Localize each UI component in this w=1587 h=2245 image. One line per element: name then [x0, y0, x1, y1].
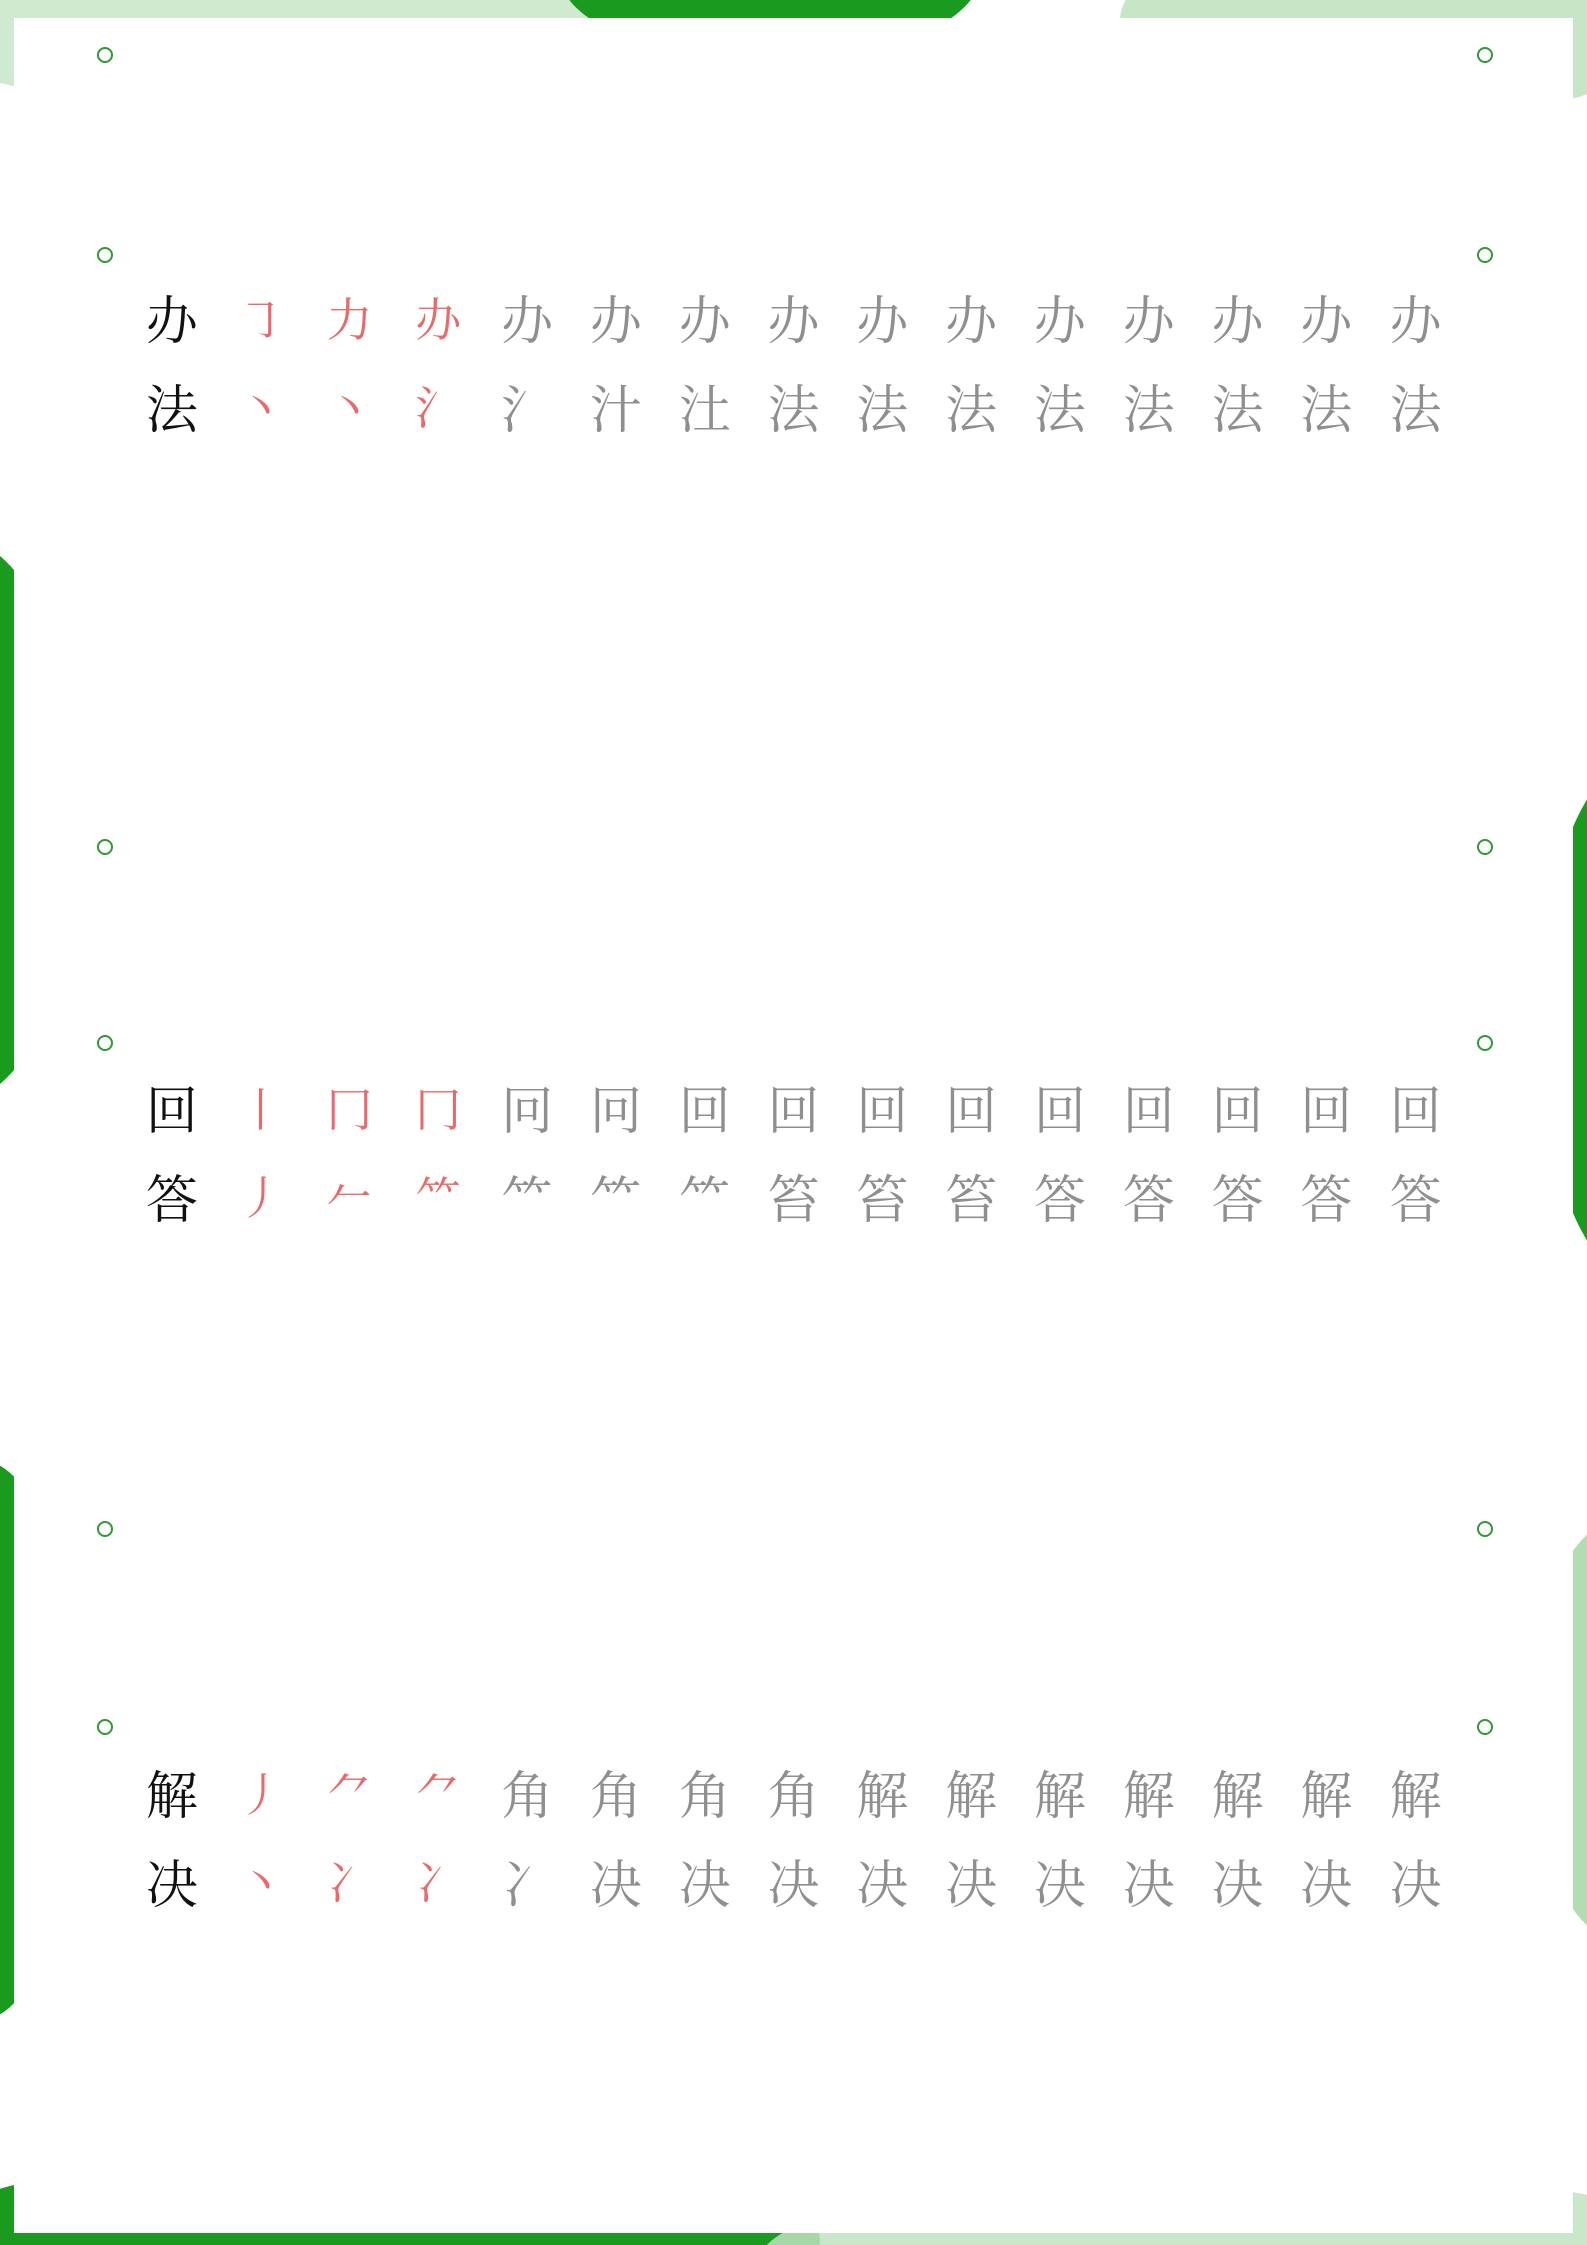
model-character: 答 [145, 1170, 198, 1231]
stroke-order-step: 回 [678, 1082, 731, 1143]
trace-character: 法 [1389, 380, 1442, 441]
trace-character: 解 [1389, 1767, 1442, 1828]
trace-character: 法 [1122, 380, 1175, 441]
model-character: 决 [145, 1855, 198, 1916]
stroke-order-step: 解 [1122, 1767, 1175, 1828]
corner-ornament [1477, 839, 1493, 855]
grid-cell [927, 273, 1016, 361]
corner-ornament [97, 47, 113, 63]
grid-cell [661, 361, 750, 449]
stroke-order-step: 丨 [237, 1082, 284, 1137]
stroke-order-step: 氵 [415, 381, 462, 436]
trace-character: 法 [945, 380, 998, 441]
stroke-order-step: 笞 [767, 1170, 820, 1231]
stroke-order-step: ㇆ [237, 292, 284, 347]
trace-character: 回 [767, 1082, 820, 1143]
stroke-order-step: 决 [589, 1855, 642, 1916]
grid-cell [1016, 1151, 1105, 1239]
grid-cell [1371, 1063, 1460, 1151]
grid-cell [483, 1151, 572, 1239]
stroke-order-step: 角 [589, 1767, 642, 1828]
grid-cell [1194, 361, 1283, 449]
grid-cell [1282, 1151, 1371, 1239]
stroke-order-step: 答 [1211, 1170, 1264, 1231]
stroke-order-step: 丶 [326, 381, 373, 436]
grid-cell [572, 1748, 661, 1836]
stroke-order-step: 答 [1033, 1170, 1086, 1231]
grid-cell [1371, 361, 1460, 449]
stroke-order-step: 解 [856, 1767, 909, 1828]
grid-cell [128, 1063, 217, 1151]
trace-character: 回 [945, 1082, 998, 1143]
stroke-order-step: 解 [945, 1767, 998, 1828]
trace-character: 办 [856, 292, 909, 353]
corner-ornament [1477, 1521, 1493, 1537]
model-character: 办 [145, 292, 198, 353]
stroke-order-step: 解 [1033, 1767, 1086, 1828]
grid-cell [927, 1748, 1016, 1836]
trace-character: 决 [856, 1855, 909, 1916]
grid-cell [927, 1063, 1016, 1151]
trace-character: 办 [1300, 292, 1353, 353]
trace-character: 决 [945, 1855, 998, 1916]
model-character: 解 [145, 1767, 198, 1828]
model-character: 回 [145, 1082, 198, 1143]
grid-cell [306, 1063, 395, 1151]
grid-cell [750, 273, 839, 361]
grid-cell [1016, 273, 1105, 361]
grid-cell [750, 1063, 839, 1151]
corner-ornament [1477, 1719, 1493, 1735]
corner-ornament [1477, 247, 1493, 263]
trace-character: 决 [1211, 1855, 1264, 1916]
grid-cell [1282, 361, 1371, 449]
stroke-order-step: 解 [1300, 1767, 1353, 1828]
trace-character: 答 [1389, 1170, 1442, 1231]
grid-cell [483, 273, 572, 361]
grid-cell [1371, 1748, 1460, 1836]
grid-cell [394, 1836, 483, 1924]
grid-cell [217, 361, 306, 449]
trace-character: 回 [1122, 1082, 1175, 1143]
grid-cell [128, 361, 217, 449]
stroke-order-step: 笞 [945, 1170, 998, 1231]
grid-cell [128, 1748, 217, 1836]
grid-cell [750, 1836, 839, 1924]
grid-cell [838, 1063, 927, 1151]
trace-character: 法 [1033, 380, 1086, 441]
stroke-order-step: 氵 [501, 380, 554, 441]
grid-cell [661, 1836, 750, 1924]
trace-character: 决 [1122, 1855, 1175, 1916]
grid-cell [1194, 1151, 1283, 1239]
grid-cell [128, 1836, 217, 1924]
trace-character: 答 [1300, 1170, 1353, 1231]
corner-ornament [97, 1521, 113, 1537]
stroke-order-step: 法 [856, 380, 909, 441]
stroke-order-step: 角 [678, 1767, 731, 1828]
grid-cell [1105, 361, 1194, 449]
grid-cell [217, 1836, 306, 1924]
grid-cell [483, 1748, 572, 1836]
stroke-order-step: 角 [767, 1767, 820, 1828]
stroke-order-step: 冫 [501, 1855, 554, 1916]
trace-character: 决 [1033, 1855, 1086, 1916]
grid-cell [1016, 1063, 1105, 1151]
stroke-order-step: 冫 [415, 1856, 462, 1911]
trace-character: 办 [1033, 292, 1086, 353]
trace-character: 决 [1389, 1855, 1442, 1916]
stroke-order-step: 丿 [237, 1171, 284, 1226]
stroke-order-step: ⺮ [678, 1170, 731, 1231]
grid-cell [128, 1151, 217, 1239]
grid-cell [128, 273, 217, 361]
trace-character: 办 [589, 292, 642, 353]
grid-cell [838, 1748, 927, 1836]
trace-character: 回 [856, 1082, 909, 1143]
grid-cell [1105, 273, 1194, 361]
stroke-order-step: 汢 [678, 380, 731, 441]
grid-cell [1105, 1151, 1194, 1239]
grid-cell [483, 1063, 572, 1151]
grid-cell [1282, 1836, 1371, 1924]
grid-cell [927, 361, 1016, 449]
trace-character: 办 [678, 292, 731, 353]
grid-cell [1194, 1836, 1283, 1924]
grid-cell [750, 1748, 839, 1836]
grid-cell [661, 1748, 750, 1836]
grid-cell [750, 1151, 839, 1239]
grid-cell [394, 1151, 483, 1239]
stroke-order-step: 笞 [856, 1170, 909, 1231]
grid-cell [483, 361, 572, 449]
grid-cell [1016, 361, 1105, 449]
stroke-order-step: ⺈ [415, 1767, 462, 1822]
grid-cell [927, 1151, 1016, 1239]
trace-character: 决 [1300, 1855, 1353, 1916]
grid-cell [572, 1151, 661, 1239]
stroke-order-step: 冂 [415, 1082, 462, 1137]
stroke-order-step: 𠂉 [326, 1171, 373, 1226]
trace-character: 办 [1122, 292, 1175, 353]
grid-cell [394, 1748, 483, 1836]
grid-cell [1105, 1748, 1194, 1836]
stroke-order-step: 汁 [589, 380, 642, 441]
grid-cell [1194, 1063, 1283, 1151]
stroke-order-step: 冋 [501, 1082, 554, 1143]
stroke-order-step: 丶 [237, 1856, 284, 1911]
grid-cell [661, 273, 750, 361]
stroke-order-step: 冋 [589, 1082, 642, 1143]
grid-cell [306, 1748, 395, 1836]
trace-character: 办 [945, 292, 998, 353]
trace-character: 法 [1211, 380, 1264, 441]
grid-cell [1282, 273, 1371, 361]
grid-cell [838, 273, 927, 361]
model-character: 法 [145, 380, 198, 441]
grid-cell [217, 1063, 306, 1151]
grid-cell [572, 1063, 661, 1151]
stroke-order-step: 办 [501, 292, 554, 353]
stroke-order-step: 办 [415, 292, 462, 347]
trace-character: 决 [767, 1855, 820, 1916]
grid-cell [1194, 273, 1283, 361]
grid-cell [1282, 1748, 1371, 1836]
stroke-order-step: 丶 [237, 381, 284, 436]
grid-cell [1371, 1151, 1460, 1239]
grid-cell [306, 361, 395, 449]
stroke-order-step: 决 [678, 1855, 731, 1916]
corner-ornament [1477, 47, 1493, 63]
trace-character: 回 [1211, 1082, 1264, 1143]
stroke-order-step: 冫 [326, 1856, 373, 1911]
stroke-order-step: 角 [501, 1767, 554, 1828]
grid-cell [306, 273, 395, 361]
grid-cell [1016, 1836, 1105, 1924]
grid-cell [1105, 1836, 1194, 1924]
grid-cell [1194, 1748, 1283, 1836]
grid-cell [927, 1836, 1016, 1924]
grid-cell [217, 1151, 306, 1239]
stroke-order-step: 丿 [237, 1767, 284, 1822]
grid-cell [838, 1836, 927, 1924]
stroke-order-step: 解 [1211, 1767, 1264, 1828]
stroke-order-step: ⺮ [415, 1171, 462, 1226]
grid-cell [1371, 273, 1460, 361]
grid-cell [306, 1151, 395, 1239]
grid-cell [306, 1836, 395, 1924]
stroke-order-step: 冂 [326, 1082, 373, 1137]
grid-cell [483, 1836, 572, 1924]
trace-character: 回 [1033, 1082, 1086, 1143]
grid-cell [838, 1151, 927, 1239]
trace-character: 办 [1389, 292, 1442, 353]
stroke-order-step: ⺮ [589, 1170, 642, 1231]
stroke-order-step: 答 [1122, 1170, 1175, 1231]
grid-cell [394, 1063, 483, 1151]
trace-character: 回 [1389, 1082, 1442, 1143]
grid-cell [572, 361, 661, 449]
trace-character: 法 [1300, 380, 1353, 441]
grid-cell [217, 1748, 306, 1836]
grid-cell [661, 1151, 750, 1239]
corner-ornament [1477, 1035, 1493, 1051]
grid-cell [1282, 1063, 1371, 1151]
stroke-order-step: ⺈ [326, 1767, 373, 1822]
grid-cell [572, 273, 661, 361]
trace-character: 回 [1300, 1082, 1353, 1143]
trace-character: 办 [1211, 292, 1264, 353]
grid-cell [1016, 1748, 1105, 1836]
grid-cell [838, 361, 927, 449]
grid-cell [217, 273, 306, 361]
stroke-order-step: 力 [326, 292, 373, 347]
corner-ornament [97, 839, 113, 855]
corner-ornament [97, 247, 113, 263]
grid-cell [394, 273, 483, 361]
grid-cell [394, 361, 483, 449]
grid-cell [572, 1836, 661, 1924]
stroke-order-step: ⺮ [501, 1170, 554, 1231]
trace-character: 办 [767, 292, 820, 353]
grid-cell [1105, 1063, 1194, 1151]
stroke-order-step: 法 [767, 380, 820, 441]
grid-cell [750, 361, 839, 449]
grid-cell [1371, 1836, 1460, 1924]
corner-ornament [97, 1719, 113, 1735]
grid-cell [661, 1063, 750, 1151]
corner-ornament [97, 1035, 113, 1051]
